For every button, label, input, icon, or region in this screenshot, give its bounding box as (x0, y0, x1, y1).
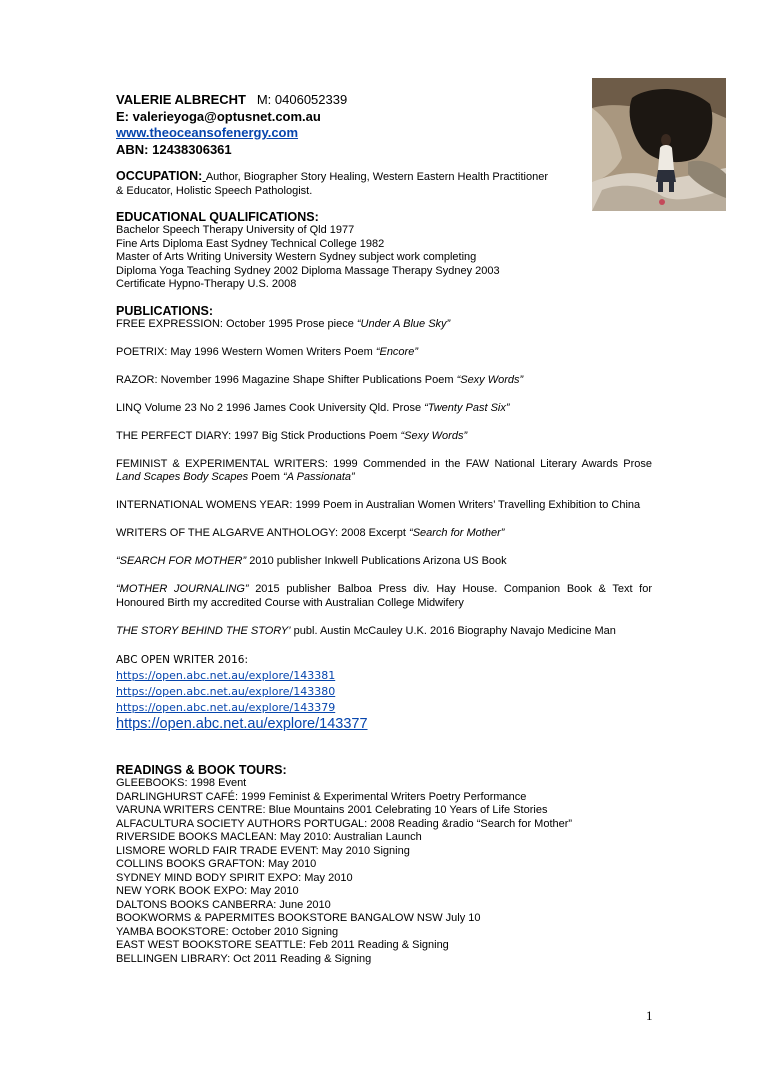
publication-text: POETRIX: May 1996 Western Women Writers Poem (116, 345, 376, 358)
reading-item: DARLINGHURST CAFÉ: 1999 Feminist & Experimental Writers Poetry Performance (116, 790, 527, 803)
person-name: VALERIE ALBRECHT (116, 92, 246, 107)
reading-item: ALFACULTURA SOCIETY AUTHORS PORTUGAL: 2008 Reading &radio “Search for Mother” (116, 817, 573, 830)
publication-text: 2015 publisher Balboa Press div. Hay House. Companion Book & Text for Honoured Birth my accredited Course with Australian College Midwifery (116, 583, 652, 609)
reading-item: YAMBA BOOKSTORE: October 2010 Signing (116, 925, 339, 938)
publication-text: 2010 publisher Inkwell Publications Arizona US Book (246, 555, 507, 567)
reading-item: DALTONS BOOKS CANBERRA: June 2010 (116, 898, 331, 911)
reading-item: VARUNA WRITERS CENTRE: Blue Mountains 2001 Celebrating 10 Years of Life Stories (116, 804, 548, 816)
readings-heading: READINGS & BOOK TOURS: (116, 763, 287, 777)
reading-item: COLLINS BOOKS GRAFTON: May 2010 (116, 858, 317, 870)
reading-item: NEW YORK BOOK EXPO: May 2010 (116, 885, 299, 897)
publication-item: INTERNATIONAL WOMENS YEAR: 1999 Poem in Australian Women Writers’ Travelling Exhibition to China (116, 499, 641, 511)
publication-item (116, 430, 652, 444)
page-number: 1 (646, 1008, 653, 1023)
education-item: Certificate Hypno-Therapy U.S. 2008 (116, 278, 297, 290)
publication-text: THE PERFECT DIARY: 1997 Big Stick Productions Poem (116, 429, 401, 442)
occupation-line-1 (116, 170, 586, 185)
reading-item: EAST WEST BOOKSTORE SEATTLE: Feb 2011 Reading & Signing (116, 939, 449, 951)
readings-list (116, 777, 652, 966)
contact-block (116, 92, 652, 158)
reading-item: LISMORE WORLD FAIR TRADE EVENT: May 2010 Signing (116, 844, 410, 857)
publication-title: “MOTHER JOURNALING” (116, 583, 249, 595)
mobile-number: M: 0406052339 (256, 92, 348, 107)
occupation-label: OCCUPATION: (116, 169, 203, 183)
abc-link[interactable]: https://open.abc.net.au/explore/143379 (116, 701, 336, 714)
publication-item (116, 402, 652, 416)
publication-text: FEMINIST & EXPERIMENTAL WRITERS: 1999 Commended in the FAW National Literary Awards Prose (116, 457, 652, 470)
website-link[interactable]: www.theoceansofenergy.com (116, 125, 299, 140)
publication-title: “Sexy Words” (400, 429, 468, 442)
reading-item: RIVERSIDE BOOKS MACLEAN: May 2010: Australian Launch (116, 831, 422, 843)
publication-text: WRITERS OF THE ALGARVE ANTHOLOGY: 2008 Excerpt (116, 527, 410, 539)
resume-page (116, 92, 652, 966)
publication-title: “Under A Blue Sky” (356, 317, 451, 330)
publications-heading: PUBLICATIONS: (116, 303, 213, 318)
occupation-text-1: Author, Biographer Story Healing, Western Eastern Health Practitioner (205, 171, 549, 183)
publication-item (116, 625, 652, 639)
email-line: E: valerieyoga@optusnet.com.au (116, 108, 321, 124)
publication-title: THE STORY BEHIND THE STORY’ (116, 624, 291, 637)
education-item: Fine Arts Diploma East Sydney Technical College 1982 (116, 237, 385, 250)
abc-link[interactable]: https://open.abc.net.au/explore/143381 (116, 669, 336, 682)
publication-text: publ. Austin McCauley U.K. 2016 Biography Navajo Medicine Man (290, 624, 616, 637)
publication-item (116, 318, 652, 332)
publication-item (116, 527, 652, 541)
education-item: Master of Arts Writing University Western Sydney subject work completing (116, 251, 477, 263)
profile-photo (592, 78, 726, 211)
publication-item (116, 458, 652, 485)
publication-text: FREE EXPRESSION: October 1995 Prose piece (116, 317, 357, 330)
publications-list (116, 318, 652, 734)
publication-title: “A Passionata” (282, 471, 355, 483)
education-item: Bachelor Speech Therapy University of Qld 1977 (116, 224, 355, 236)
publication-title: “SEARCH FOR MOTHER” (116, 555, 247, 567)
publication-text: LINQ Volume 23 No 2 1996 James Cook University Qld. Prose (116, 401, 425, 414)
reading-item: GLEEBOOKS: 1998 Event (116, 777, 247, 789)
cave-photo-image (592, 78, 726, 211)
abc-open-label: ABC OPEN WRITER 2016: (116, 654, 249, 666)
publication-title: Land Scapes Body Scapes (116, 471, 249, 483)
publication-item (116, 555, 652, 569)
abc-link-large[interactable]: https://open.abc.net.au/explore/143377 (116, 716, 368, 732)
publication-item (116, 374, 652, 388)
publication-item (116, 583, 652, 610)
abc-link[interactable]: https://open.abc.net.au/explore/143380 (116, 685, 336, 698)
publication-title: “Encore” (375, 345, 418, 358)
education-list (116, 224, 652, 292)
abn-line: ABN: 12438306361 (116, 141, 232, 157)
reading-item: SYDNEY MIND BODY SPIRIT EXPO: May 2010 (116, 871, 353, 884)
education-heading: EDUCATIONAL QUALIFICATIONS: (116, 210, 319, 224)
education-item: Diploma Yoga Teaching Sydney 2002 Diploma Massage Therapy Sydney 2003 (116, 264, 500, 277)
publication-title: “Sexy Words” (456, 373, 524, 386)
publication-title: “Twenty Past Six” (424, 401, 510, 414)
publication-text: RAZOR: November 1996 Magazine Shape Shifter Publications Poem (116, 373, 457, 386)
publication-text: Poem (248, 471, 283, 483)
publication-item (116, 346, 652, 360)
reading-item: BELLINGEN LIBRARY: Oct 2011 Reading & Signing (116, 952, 372, 965)
publication-title: “Search for Mother” (409, 527, 505, 539)
occupation-block (116, 170, 586, 198)
name-line (116, 92, 652, 109)
reading-item: BOOKWORMS & PAPERMITES BOOKSTORE BANGALOW NSW July 10 (116, 912, 481, 924)
occupation-line-2: & Educator, Holistic Speech Pathologist. (116, 184, 313, 197)
